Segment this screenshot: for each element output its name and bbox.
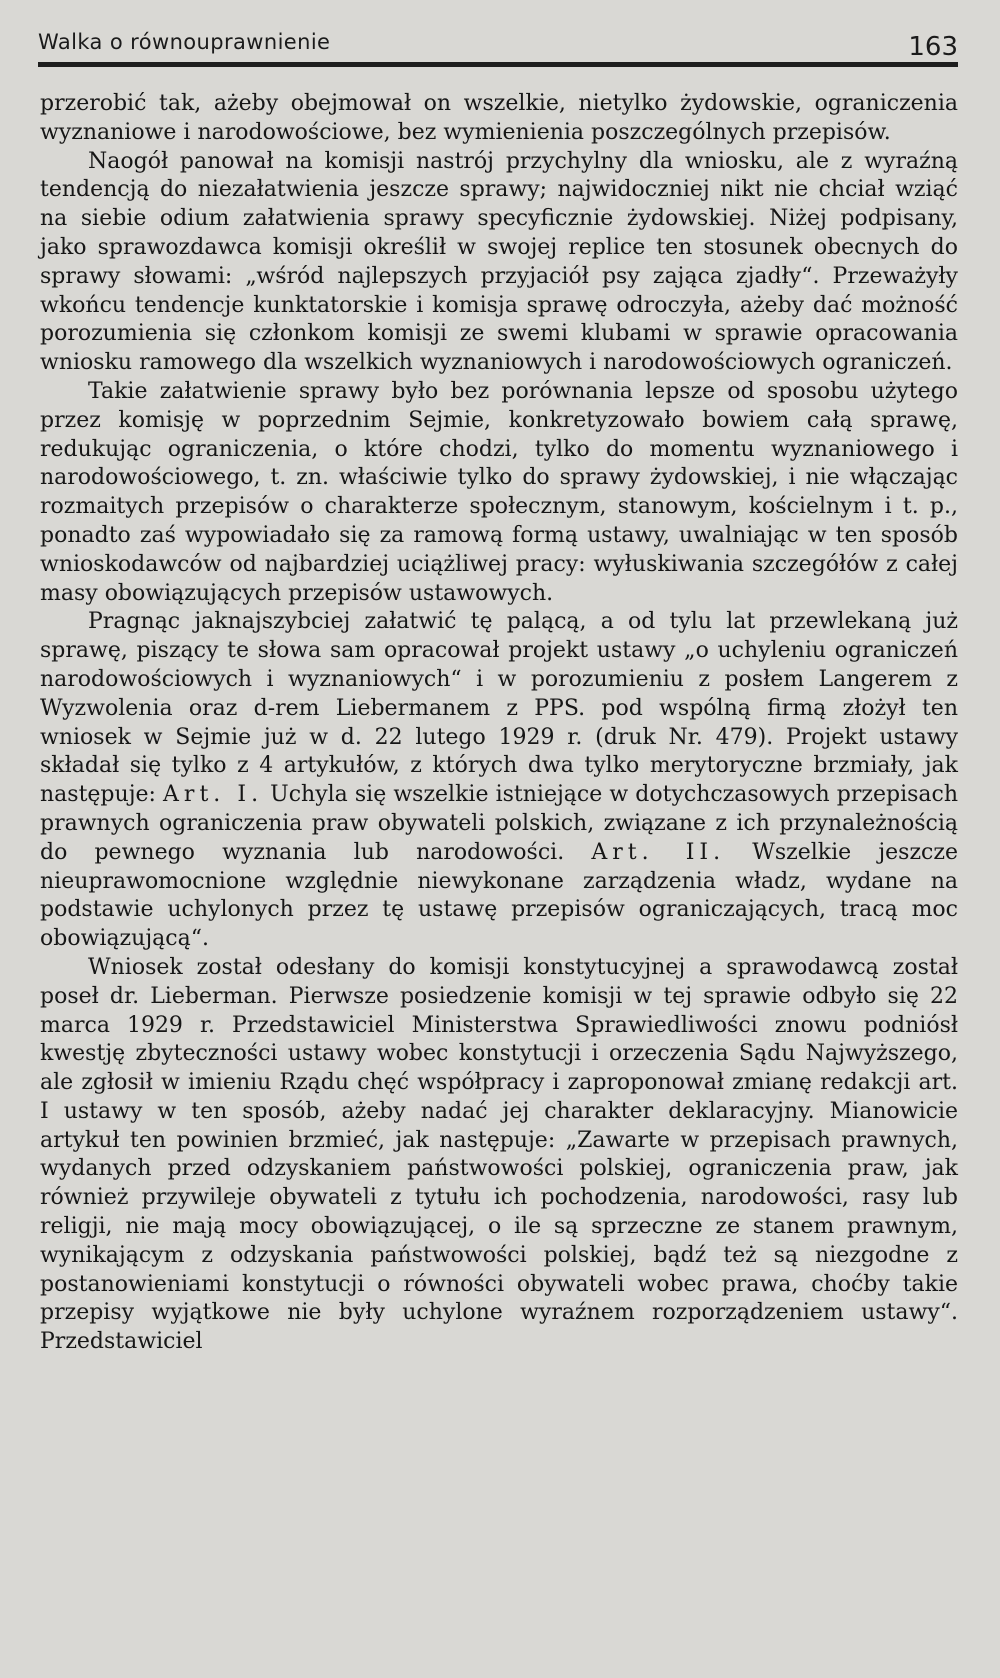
running-title: Walka o równouprawnienie — [38, 30, 331, 54]
paragraph: Takie załatwienie sprawy było bez porównania lepsze od sposobu użytego przez komisję w poprzednim Sejmie, konkretyzowało bowiem całą sprawę, redukując ograniczenia, o które chodzi, tylko do momentu wyznaniowego i narodowościowego, t. zn. właściwie tylko do sprawy żydowskiej, i nie włączając rozmaitych przepisów o charakterze społecznym, stanowym, kościelnym i t. p., ponadto zaś wypowiadało się za ramową formą ustawy, uwalniając w ten sposób wnioskodawców od najbardziej uciążliwej pracy: wyłuskiwania szczegółów z całej masy obowiązujących przepisów ustawowych. — [40, 378, 958, 606]
paragraph-draft-law — [40, 608, 958, 954]
body-text — [40, 90, 958, 1357]
article-one-label: Art. I. — [163, 782, 264, 808]
paragraph: Naogół panował na komisji nastrój przychylny dla wniosku, ale z wyraźną tendencją do niezałatwienia jeszcze sprawy; najwidoczniej nikt nie chciał wziąć na siebie odium załatwienia sprawy specyficznie żydowskiej. Niżej podpisany, jako sprawozdawca komisji określił w swojej replice ten stosunek obecnych do sprawy słowami: „wśród najlepszych przyjaciół psy zająca zjadły“. Przeważyły wkońcu tendencje kunktatorskie i komisja sprawę odroczyła, ażeby dać możność porozumienia się członkom komisji ze swemi klubami w sprawie opracowania wniosku ramowego dla wszelkich wyznaniowych i narodowościowych ograniczeń. — [40, 148, 958, 376]
paragraph-text: Pragnąc jaknajszybciej załatwić tę palącą, a od tylu lat przewlekaną już sprawę, piszący te słowa sam opracował projekt ustawy „o uchyleniu ograniczeń narodowościowych i wyznaniowych“ i w porozumieniu z posłem Langerem z Wyzwolenia oraz d-rem Liebermanem z PPS. pod wspólną firmą złożył ten wniosek w Sejmie już w d. 22 lutego 1929 r. (druk Nr. 479). Projekt ustawy składał się tylko z 4 artykułów, z których dwa tylko merytoryczne brzmiały, jak następuje: — [40, 609, 958, 808]
header-rule — [38, 62, 958, 67]
paragraph-continued: przerobić tak, ażeby obejmował on wszelkie, nietylko żydowskie, ograniczenia wyznaniowe i narodowościowe, bez wymienienia poszczególnych przepisów. — [40, 91, 958, 145]
paragraph-text: Uchyla się wszelkie istniejące w dotychczasowych przepisach prawnych ograniczenia praw obywateli polskich, związane z ich przynależnością do pewnego wyznania lub narodowości. — [40, 782, 958, 865]
page-number: 163 — [908, 32, 958, 62]
article-two-label: Art. II. — [591, 839, 726, 865]
paragraph-text: Wszelkie jeszcze nieuprawomocnione względnie niewykonane zarządzenia władz, wydane na podstawie uchylonych przez tę ustawę przepisów ograniczających, tracą moc obowiązującą“. — [40, 839, 958, 952]
paragraph: Wniosek został odesłany do komisji konstytucyjnej a sprawodawcą został poseł dr. Lieberman. Pierwsze posiedzenie komisji w tej sprawie odbyło się 22 marca 1929 r. Przedstawiciel Ministerstwa Sprawiedliwości znowu podniósł kwestję zbyteczności ustawy wobec konstytucji i orzeczenia Sądu Najwyższego, ale zgłosił w imieniu Rządu chęć współpracy i zaproponował zmianę redakcji art. I ustawy w ten sposób, ażeby nadać jej charakter deklaracyjny. Mianowicie artykuł ten powinien brzmieć, jak następuje: „Zawarte w przepisach prawnych, wydanych przed odzyskaniem państwowości polskiej, ograniczenia praw, jak również przywileje obywateli z tytułu ich pochodzenia, narodowości, rasy lub religji, nie mają mocy obowiązującej, o ile są sprzeczne ze stanem prawnym, wynikającym z odzyskania państwowości polskiej, bądź też są niezgodne z postanowieniami konstytucji o równości obywateli wobec prawa, choćby takie przepisy wyjątkowe nie były uchylone wyraźnem rozporządzeniem ustawy“. Przedstawiciel — [40, 954, 958, 1355]
